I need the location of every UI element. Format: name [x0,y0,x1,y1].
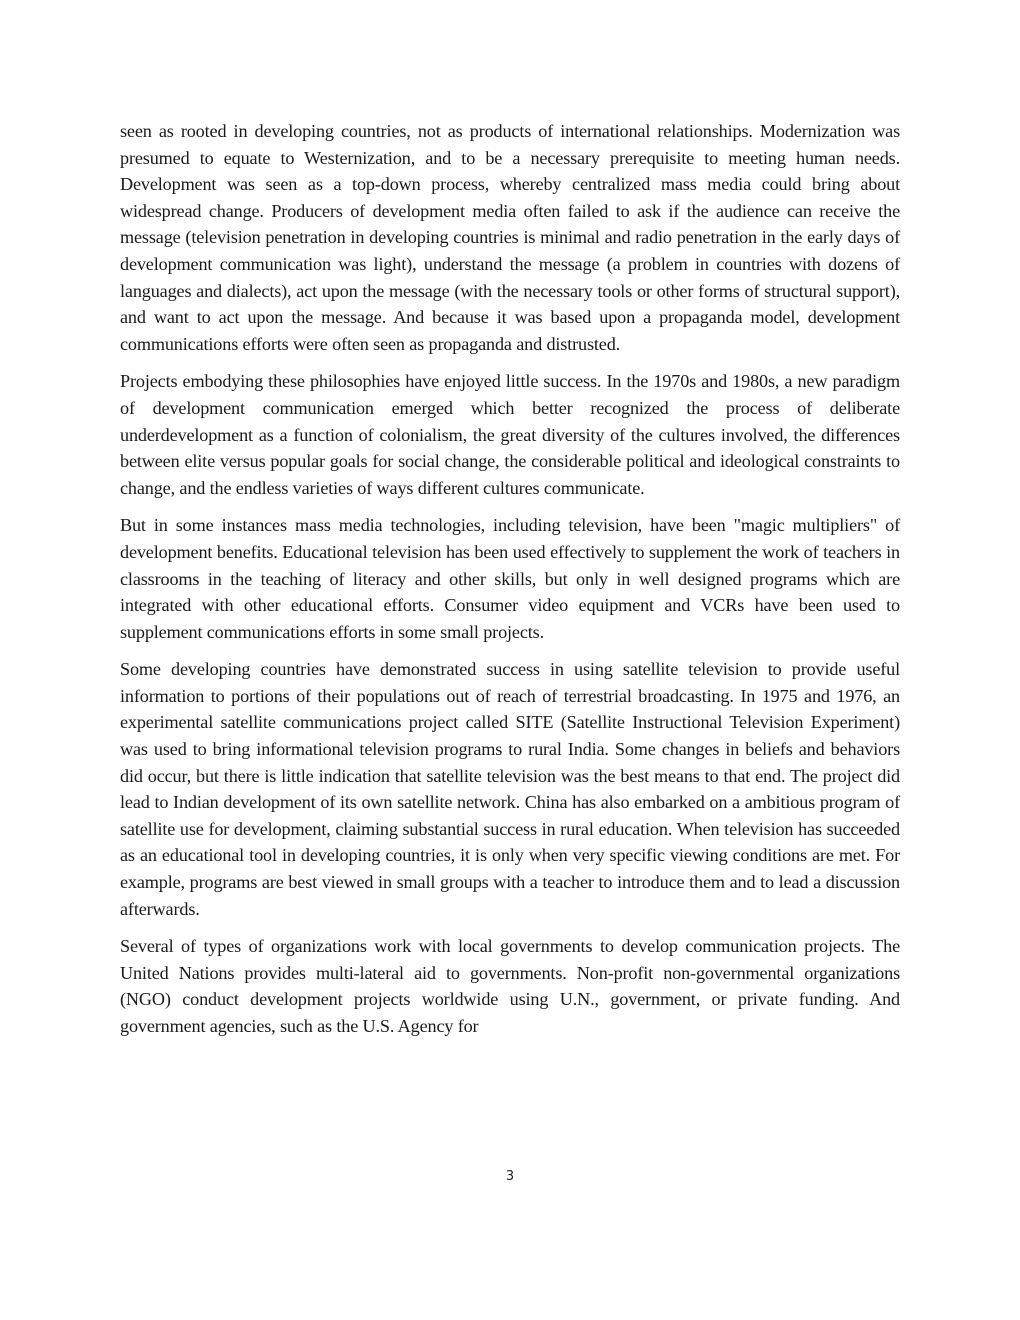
paragraph-organizations: Several of types of organizations work with local governments to develop communication projects. The United Nations provides multi-lateral aid to governments. Non-profit non-governmental organizations (NGO) conduct development projects worldwide using U.N., government, or private funding. And government agencies, such as the U.S. Agency for [120,936,900,1036]
paragraph-magic-multipliers: But in some instances mass media technologies, including television, have been "magic multipliers" of development benefits. Educational television has been used effectively to supplement the work of teachers in classrooms in the teaching of literacy and other skills, but only in well designed programs which are integrated with other educational efforts. Consumer video equipment and VCRs have been used to supplement communications efforts in some small projects. [120,515,900,642]
paragraph-new-paradigm: Projects embodying these philosophies have enjoyed little success. In the 1970s and 1980s, a new paradigm of development communication emerged which better recognized the process of deliberate underdevelopment as a function of colonialism, the great diversity of the cultures involved, the differences between elite versus popular goals for social change, the considerable political and ideological constraints to change, and the endless varieties of ways different cultures communicate. [120,371,900,498]
paragraph-modernization: seen as rooted in developing countries, not as products of international relationships. Modernization was presumed to equate to Westernization, and to be a necessary prerequisite to meeting human needs. Development was seen as a top-down process, whereby centralized mass media could bring about widespread change. Producers of development media often failed to ask if the audience can receive the message (television penetration in developing countries is minimal and radio penetration in the early days of development communication was light), understand the message (a problem in countries with dozens of languages and dialects), act upon the message (with the necessary tools or other forms of structural support), and want to act upon the message. And because it was based upon a propaganda model, development communications efforts were often seen as propaganda and distrusted. [120,121,900,354]
document-body [120,118,900,1051]
paragraph-satellite-television: Some developing countries have demonstrated success in using satellite television to provide useful information to portions of their populations out of reach of terrestrial broadcasting. In 1975 and 1976, an experimental satellite communications project called SITE (Satellite Instructional Television Experiment) was used to bring informational television programs to rural India. Some changes in beliefs and behaviors did occur, but there is little indication that satellite television was the best means to that end. The project did lead to Indian development of its own satellite network. China has also embarked on a ambitious program of satellite use for development, claiming substantial success in rural education. When television has succeeded as an educational tool in developing countries, it is only when very specific viewing conditions are met. For example, programs are best viewed in small groups with a teacher to introduce them and to lead a discussion afterwards. [120,659,900,919]
page-number: 3 [505,1169,515,1184]
